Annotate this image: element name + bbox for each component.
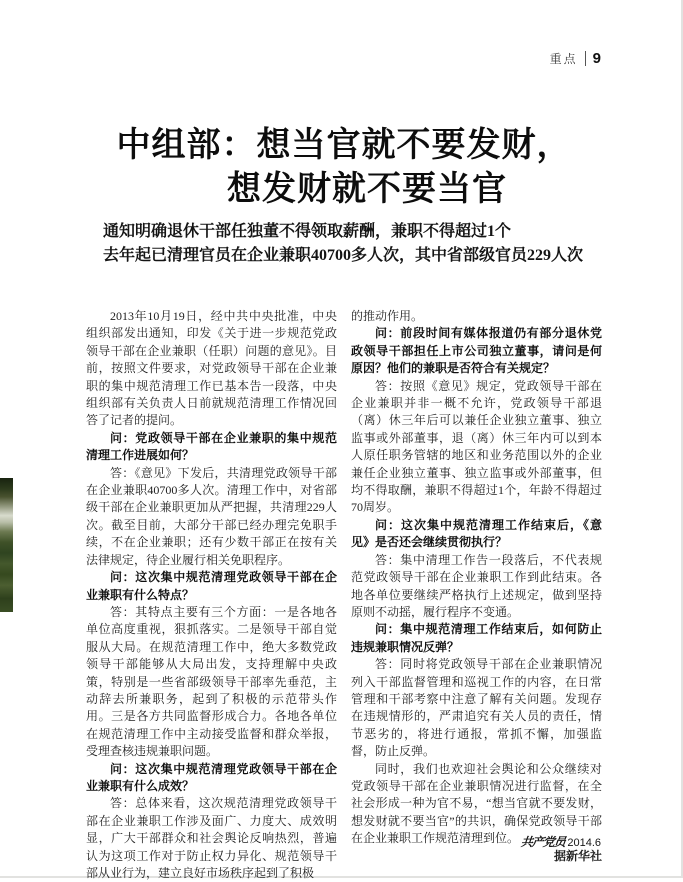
answer-paragraph: 答：集中清理工作告一段落后，不代表规范党政领导干部在企业兼职工作到此结束。各地各单位要继续严格执行上述规定，做到坚持原则不动摇，履行程序不变通。 <box>351 552 602 619</box>
article-title-line1: 中组部：想当官就不要发财， <box>116 127 572 164</box>
answer-paragraph: 答：其特点主要有三个方面：一是各地各单位高度重视，狠抓落实。二是领导干部自觉服从大局。在规范清理工作中，绝大多数党政领导干部能够从大局出发，支持理解中央政策，特别是一些省部级领导干部率先垂范，主动辞去所兼职务，起到了积极的示范带头作用。三是各方共同监督形成合力。各地各单位在规范清理工作中主动接受监督和群众举报，受理查核违规兼职问题。 <box>86 604 337 759</box>
article-subtitle <box>103 220 603 268</box>
answer-paragraph: 答：总体来看，这次规范清理党政领导干部在企业兼职工作涉及面广、力度大、成效明显，广大干部群众和社会舆论反响热烈，普遍认为这项工作对于防止权力异化、规范领导干部从业行为，建立良好市场秩序起到了积极 <box>86 796 337 880</box>
article-left-column <box>86 308 337 882</box>
answer-paragraph: 答：同时将党政领导干部在企业兼职情况列入干部监督管理和巡视工作的内容，在日常管理和干部考察中注意了解有关问题。发现存在违规情形的，严肃追究有关人员的责任，情节恶劣的，将进行通报，常抓不懈，加强监督，防止反弹。 <box>351 657 602 759</box>
continuation-paragraph: 的推动作用。 <box>351 309 424 323</box>
article-title <box>86 124 602 212</box>
paragraph: 2013年10月19日，经中共中央批准，中央组织部发出通知，印发《关于进一步规范党政领导干部在企业兼职（任职）问题的意见》。目前，按照文件要求，对党政领导干部在企业兼职的集中规范清理工作已基本告一段落，中央组织部有关负责人日前就规范清理工作情况回答了记者的提问。 <box>86 309 337 428</box>
byline: 据新华社 <box>553 848 602 863</box>
section-label: 重点 <box>549 52 578 66</box>
left-edge-photo <box>0 478 13 612</box>
subtitle-line1: 通知明确退休干部任独董不得领取薪酬，兼职不得超过1个 <box>103 223 512 240</box>
question-paragraph: 问：这次集中规范清理党政领导干部在企业兼职有什么成效？ <box>86 761 337 793</box>
article-title-line2: 想发财就不要当官 <box>227 171 507 208</box>
closing-paragraph: 同时，我们也欢迎社会舆论和公众继续对党政领导干部在企业兼职情况进行监督，在全社会形成一种为官不易，“想当官就不要发财，想发财就不要当官”的共识，确保党政领导干部在企业兼职工作规范清理到位。 <box>351 761 602 846</box>
page-footer <box>521 833 601 850</box>
question-paragraph: 问：这次集中规范清理党政领导干部在企业兼职有什么特点？ <box>86 570 337 602</box>
article-right-column <box>351 308 602 882</box>
answer-paragraph: 答：按照《意见》规定，党政领导干部在企业兼职并非一概不允许，党政领导干部退（离）休三年后可以兼任企业独立董事、独立监事或外部董事，退（离）休三年内可以到本人原任职务管辖的地区和业务范围以外的企业兼任企业独立董事、独立监事或外部董事，但均不得取酬，兼职不得超过1个，年龄不得超过70周岁。 <box>351 378 602 515</box>
answer-paragraph: 答：《意见》下发后，共清理党政领导干部在企业兼职40700多人次。清理工作中，对省部级干部在企业兼职更加从严把握，共清理229人次。截至目前，大部分干部已经办理完免职手续，不在企业兼职；还有少数干部正在按有关法律规定，待企业履行相关免职程序。 <box>86 465 337 567</box>
question-paragraph: 问：前段时间有媒体报道仍有部分退休党政领导干部担任上市公司独立董事，请问是何原因？他们的兼职是否符合有关规定？ <box>351 326 602 376</box>
question-paragraph: 问：党政领导干部在企业兼职的集中规范清理工作进展如何？ <box>86 430 337 463</box>
header-divider <box>585 51 586 66</box>
magazine-logo: 共产党员 <box>520 835 567 849</box>
article-body <box>86 308 602 882</box>
page-number: 9 <box>592 50 601 67</box>
question-paragraph: 问：集中规范清理工作结束后，如何防止违规兼职情况反弹？ <box>351 622 602 654</box>
issue-number: 2014.6 <box>567 837 601 849</box>
subtitle-line2: 去年起已清理官员在企业兼职40700多人次，其中省部级官员229人次 <box>103 247 584 264</box>
question-paragraph: 问：这次集中规范清理工作结束后，《意见》是否还会继续贯彻执行？ <box>351 517 602 550</box>
page-header <box>550 50 601 67</box>
